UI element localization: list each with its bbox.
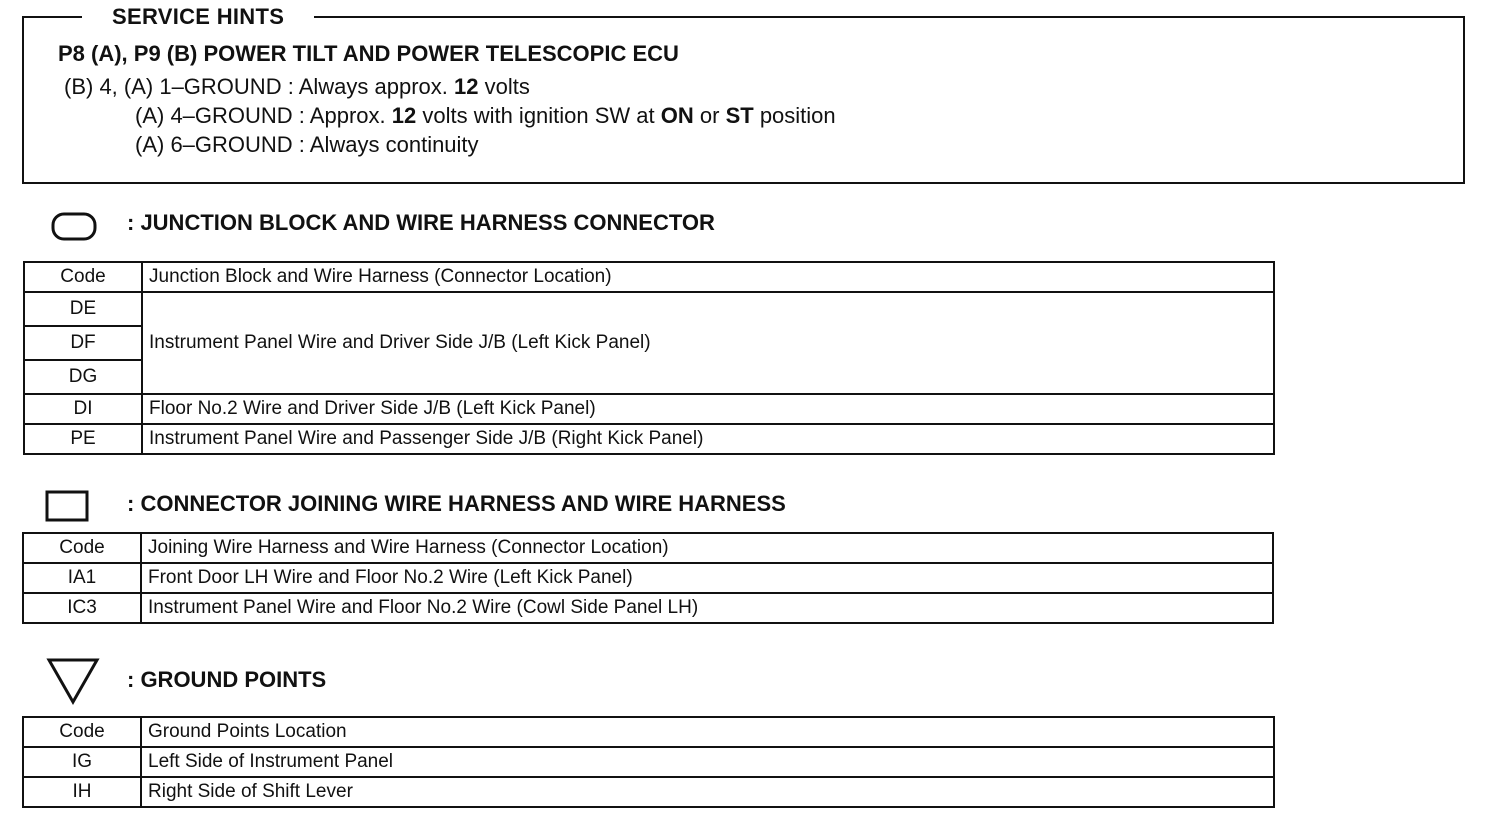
code-cell: DI bbox=[24, 394, 142, 424]
header-desc: Junction Block and Wire Harness (Connector Location) bbox=[142, 262, 1274, 292]
table-row bbox=[23, 777, 1274, 807]
table-row bbox=[24, 424, 1274, 454]
service-hints-legend: SERVICE HINTS bbox=[82, 4, 314, 30]
header-code: Code bbox=[24, 262, 142, 292]
header-desc: Ground Points Location bbox=[141, 717, 1274, 747]
rounded-rect-icon bbox=[50, 210, 98, 242]
header-desc: Joining Wire Harness and Wire Harness (Connector Location) bbox=[141, 533, 1273, 563]
code-cell: IH bbox=[23, 777, 141, 807]
code-cell: DE bbox=[24, 292, 142, 326]
desc-cell: Instrument Panel Wire and Floor No.2 Wire (Cowl Side Panel LH) bbox=[141, 593, 1273, 623]
code-cell: IC3 bbox=[23, 593, 141, 623]
hint-line-2: (A) 4–GROUND : Approx. 12 volts with ignition SW at ON or ST position bbox=[135, 103, 836, 128]
table-header-row bbox=[24, 262, 1274, 292]
desc-cell: Floor No.2 Wire and Driver Side J/B (Left Kick Panel) bbox=[142, 394, 1274, 424]
desc-cell: Instrument Panel Wire and Passenger Side J/B (Right Kick Panel) bbox=[142, 424, 1274, 454]
service-hints-title: P8 (A), P9 (B) POWER TILT AND POWER TELESCOPIC ECU bbox=[58, 41, 679, 66]
table-row bbox=[24, 292, 1274, 326]
code-cell: IA1 bbox=[23, 563, 141, 593]
code-cell: DG bbox=[24, 360, 142, 394]
table-row bbox=[23, 747, 1274, 777]
table-row bbox=[23, 563, 1273, 593]
square-icon bbox=[45, 489, 91, 523]
junction-table bbox=[23, 261, 1275, 455]
code-cell: IG bbox=[23, 747, 141, 777]
connector-heading: : CONNECTOR JOINING WIRE HARNESS AND WIRE HARNESS bbox=[127, 491, 786, 516]
connector-table bbox=[22, 532, 1274, 624]
table-header-row bbox=[23, 533, 1273, 563]
code-cell: DF bbox=[24, 326, 142, 360]
desc-cell: Right Side of Shift Lever bbox=[141, 777, 1274, 807]
junction-heading: : JUNCTION BLOCK AND WIRE HARNESS CONNECTOR bbox=[127, 210, 715, 235]
table-row bbox=[24, 394, 1274, 424]
header-code: Code bbox=[23, 533, 141, 563]
desc-cell: Front Door LH Wire and Floor No.2 Wire (Left Kick Panel) bbox=[141, 563, 1273, 593]
desc-cell: Instrument Panel Wire and Driver Side J/B (Left Kick Panel) bbox=[142, 292, 1274, 394]
table-header-row bbox=[23, 717, 1274, 747]
code-cell: PE bbox=[24, 424, 142, 454]
desc-cell: Left Side of Instrument Panel bbox=[141, 747, 1274, 777]
hint-line-1: (B) 4, (A) 1–GROUND : Always approx. 12 volts bbox=[64, 74, 530, 99]
table-row bbox=[23, 593, 1273, 623]
ground-table bbox=[22, 716, 1275, 808]
hint-line-3: (A) 6–GROUND : Always continuity bbox=[135, 132, 479, 157]
triangle-down-icon bbox=[46, 656, 102, 706]
header-code: Code bbox=[23, 717, 141, 747]
ground-heading: : GROUND POINTS bbox=[127, 667, 327, 692]
